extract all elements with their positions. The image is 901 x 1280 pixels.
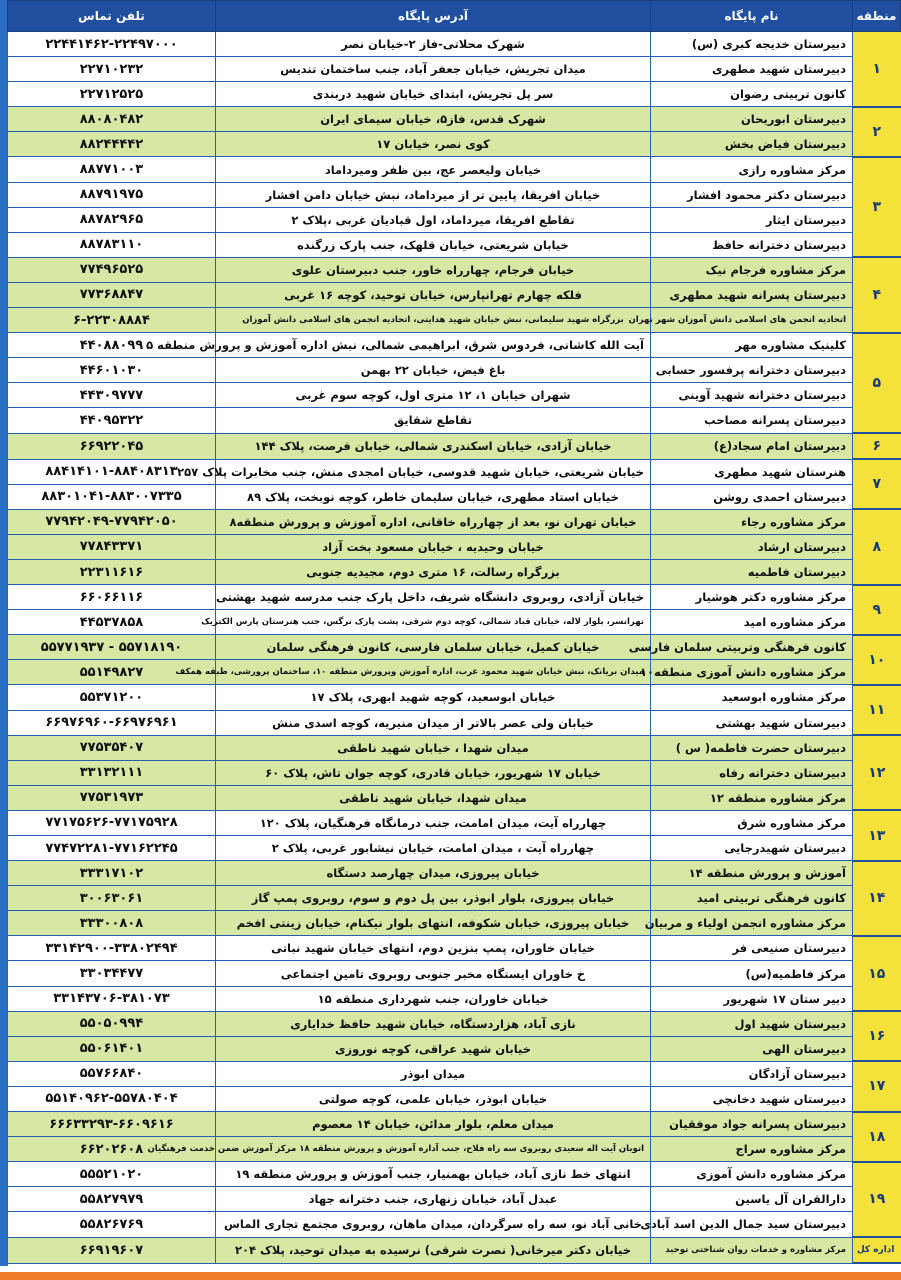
name-cell: دبیرستان فیاض بخش bbox=[651, 132, 853, 157]
table-row bbox=[8, 534, 901, 559]
table-row bbox=[8, 32, 901, 57]
phone-cell: ۶-۲۲۳۰۸۸۸۴ bbox=[8, 308, 216, 333]
table-row bbox=[8, 660, 901, 685]
address-cell: خیابان آزادی، خیابان اسکندری شمالی، خیابان فرصت، پلاک ۱۴۴ bbox=[216, 433, 651, 459]
phone-cell: ۷۷۸۴۳۳۷۱ bbox=[8, 534, 216, 559]
region-cell: ۴ bbox=[853, 257, 901, 332]
table-row bbox=[8, 1112, 901, 1137]
address-cell: فلکه چهارم تهرانپارس، خیابان توحید، کوچه ۱۶ غربی bbox=[216, 282, 651, 307]
address-cell: خیابان شهید عراقی، کوچه نوروزی bbox=[216, 1036, 651, 1061]
table-row bbox=[8, 635, 901, 660]
region-cell: ۵ bbox=[853, 333, 901, 433]
name-cell: دبیرستان حضرت فاطمه( س ) bbox=[651, 735, 853, 760]
region-cell: ۲ bbox=[853, 107, 901, 157]
name-cell: دبیرستان دخترانه حافظ bbox=[651, 232, 853, 257]
table-row bbox=[8, 157, 901, 182]
address-cell: میدان تجریش، خیابان جعفر آباد، جنب ساختمان تندیس bbox=[216, 57, 651, 82]
phone-cell: ۸۸۷۸۳۱۱۰ bbox=[8, 232, 216, 257]
name-cell: مرکز مشاوره فرجام نیک bbox=[651, 257, 853, 282]
table-row bbox=[8, 132, 901, 157]
phone-cell: ۷۷۴۹۶۵۲۵ bbox=[8, 257, 216, 282]
address-cell: بزرگراه رسالت، ۱۶ متری دوم، مجیدیه جنوبی bbox=[216, 559, 651, 584]
address-cell: خیابان فرجام، چهارراه خاور، جنب دبیرستان علوی bbox=[216, 257, 651, 282]
region-cell: ۶ bbox=[853, 433, 901, 459]
address-cell: خیابان ابوذر، خیابان علمی، کوچه صولتی bbox=[216, 1086, 651, 1111]
phone-cell: ۷۷۴۷۲۲۸۱-۷۷۱۶۲۲۴۵ bbox=[8, 836, 216, 861]
address-cell: میدان بریانک، نبش خیابان شهید محمود عرب، اداره آموزش وپرورش منطقه ۱۰، ساختمان پرورشی، طبقه همکف bbox=[216, 660, 651, 685]
name-cell: مرکز مشاوره شرق bbox=[651, 810, 853, 835]
phone-cell: ۵۵۰۶۱۴۰۱ bbox=[8, 1036, 216, 1061]
name-cell: دبیرستان شهیدرجایی bbox=[651, 836, 853, 861]
region-cell: ۷ bbox=[853, 459, 901, 509]
phone-cell: ۲۲۷۱۰۲۳۲ bbox=[8, 57, 216, 82]
address-cell: خیابان افریقا، پایین تر از میرداماد، نبش خیابان دامن افشار bbox=[216, 182, 651, 207]
table-row bbox=[8, 1237, 901, 1263]
name-cell: دبیرستان دخترانه پرفسور حسابی bbox=[651, 358, 853, 383]
table-row bbox=[8, 358, 901, 383]
table-row bbox=[8, 408, 901, 433]
region-cell: ۱۰ bbox=[853, 635, 901, 685]
table-row bbox=[8, 509, 901, 534]
table-row bbox=[8, 383, 901, 408]
phone-cell: ۸۸۰۸۰۴۸۲ bbox=[8, 107, 216, 132]
address-cell: چهارراه آیت ، میدان امامت، خیابان نیشابور غربی، پلاک ۲ bbox=[216, 836, 651, 861]
orange-band bbox=[0, 1272, 901, 1280]
address-cell: خیابان خاوران، پمپ بنزین دوم، انتهای خیابان شهید نباتی bbox=[216, 936, 651, 961]
table-row bbox=[8, 986, 901, 1011]
table-row bbox=[8, 685, 901, 710]
phone-cell: ۳۳۰۳۴۴۷۷ bbox=[8, 961, 216, 986]
address-cell: خیابان پیروزی، میدان چهارصد دستگاه bbox=[216, 861, 651, 886]
table-row bbox=[8, 57, 901, 82]
table-row bbox=[8, 610, 901, 635]
table-row bbox=[8, 1162, 901, 1187]
table-row bbox=[8, 459, 901, 484]
phone-cell: ۷۷۹۴۲۰۴۹-۷۷۹۴۲۰۵۰ bbox=[8, 509, 216, 534]
phone-cell: ۵۵۸۲۷۹۷۹ bbox=[8, 1187, 216, 1212]
name-cell: مرکز مشاوره انجمن اولیاء و مربیان bbox=[651, 911, 853, 936]
table-row bbox=[8, 1061, 901, 1086]
name-cell: مرکز مشاوره ابوسعید bbox=[651, 685, 853, 710]
name-cell: دبیرستان دخترانه شهید آوینی bbox=[651, 383, 853, 408]
address-cell: شهرک محلاتی-فاز ۲-خیابان نصر bbox=[216, 32, 651, 57]
table-row bbox=[8, 207, 901, 232]
address-cell: تقاطع افریقا، میرداماد، اول قبادیان غربی ،پلاک ۲ bbox=[216, 207, 651, 232]
address-cell: میدان شهدا، خیابان شهید ناطقی bbox=[216, 785, 651, 810]
name-cell: مرکز مشاوره دکتر هوشیار bbox=[651, 585, 853, 610]
address-cell: شهران خیابان ۱، ۱۲ متری اول، کوچه سوم غربی bbox=[216, 383, 651, 408]
phone-cell: ۳۳۱۴۳۷۰۶-۳۸۱۰۷۳ bbox=[8, 986, 216, 1011]
table-row bbox=[8, 107, 901, 132]
address-cell: خیابان شریعتی، خیابان شهید قدوسی، خیابان امجدی منش، جنب مخابرات پلاک ۲۵۷ bbox=[216, 459, 651, 484]
table-row bbox=[8, 911, 901, 936]
table-row bbox=[8, 82, 901, 107]
table-row bbox=[8, 433, 901, 459]
name-cell: مرکز مشاوره رازی bbox=[651, 157, 853, 182]
address-cell: بزرگراه شهید سلیمانی، نبش خیابان شهید هدایتی، اتحادیه انجمن های اسلامی دانش آموزان bbox=[216, 308, 651, 333]
name-cell: دبیرستان دکتر محمود افشار bbox=[651, 182, 853, 207]
region-cell: ۱۲ bbox=[853, 735, 901, 810]
table-row bbox=[8, 585, 901, 610]
table-row bbox=[8, 182, 901, 207]
table-row bbox=[8, 760, 901, 785]
table-row bbox=[8, 836, 901, 861]
name-cell: دبیرستان شهید مطهری bbox=[651, 57, 853, 82]
phone-cell: ۷۷۵۳۵۴۰۷ bbox=[8, 735, 216, 760]
name-cell: دبیرستان پسرانه جواد موفقیان bbox=[651, 1112, 853, 1137]
table-row bbox=[8, 1011, 901, 1036]
region-cell: ۸ bbox=[853, 509, 901, 584]
phone-cell: ۳۳۳۰۰۸۰۸ bbox=[8, 911, 216, 936]
name-cell: دبیرستان امام سجاد(ع) bbox=[651, 433, 853, 459]
address-cell: تقاطع شقایق bbox=[216, 408, 651, 433]
phone-cell: ۸۸۳۰۱۰۴۱-۸۸۳۰۰۷۳۳۵ bbox=[8, 484, 216, 509]
phone-cell: ۷۷۵۳۱۹۷۳ bbox=[8, 785, 216, 810]
phone-cell: ۵۵۷۷۱۹۳۷ - ۵۵۷۱۸۱۹۰ bbox=[8, 635, 216, 660]
table-row bbox=[8, 735, 901, 760]
header-address: آدرس پایگاه bbox=[216, 1, 651, 32]
name-cell: دبیرستان پسرانه مصاحب bbox=[651, 408, 853, 433]
name-cell: دبیرستان خدیجه کبری (س) bbox=[651, 32, 853, 57]
name-cell: دبیرستان ارشاد bbox=[651, 534, 853, 559]
header-region: منطقه bbox=[853, 1, 901, 32]
name-cell: آموزش و پرورش منطقه ۱۴ bbox=[651, 861, 853, 886]
phone-cell: ۵۵۱۴۹۸۲۷ bbox=[8, 660, 216, 685]
address-cell: خیابان ولی عصر بالاتر از میدان منیریه، کوچه اسدی منش bbox=[216, 710, 651, 735]
table-row bbox=[8, 484, 901, 509]
name-cell: کلینیک مشاوره مهر bbox=[651, 333, 853, 358]
phone-cell: ۶۶۹۷۶۹۶۰-۶۶۹۷۶۹۶۱ bbox=[8, 710, 216, 735]
address-cell: تهرانسر، بلوار لاله، خیابان قباد شمالی، کوچه دوم شرقی، پشت پارک نرگس، جنب هنرستان پارس الکتریک bbox=[216, 610, 651, 635]
schools-table bbox=[7, 0, 901, 1264]
table-row bbox=[8, 1036, 901, 1061]
phone-cell: ۶۶۹۲۲۰۴۵ bbox=[8, 433, 216, 459]
table-row bbox=[8, 1187, 901, 1212]
phone-cell: ۳۰۰۶۳۰۶۱ bbox=[8, 886, 216, 911]
phone-cell: ۶۶۲۰۲۶۰۸ bbox=[8, 1137, 216, 1162]
name-cell: دارالقران آل یاسین bbox=[651, 1187, 853, 1212]
address-cell: کوی نصر، خیابان ۱۷ bbox=[216, 132, 651, 157]
address-cell: خیابان دکتر میرخانی( نصرت شرقی) نرسیده به میدان توحید، پلاک ۲۰۴ bbox=[216, 1237, 651, 1263]
name-cell: مرکز مشاوره دانش آموزی منطقه۱۰ bbox=[651, 660, 853, 685]
address-cell: خیابان ابوسعید، کوچه شهید ابهری، پلاک ۱۷ bbox=[216, 685, 651, 710]
phone-cell: ۸۸۷۹۱۹۷۵ bbox=[8, 182, 216, 207]
name-cell: دبیرستان آزادگان bbox=[651, 1061, 853, 1086]
name-cell: دبیرستان شهید اول bbox=[651, 1011, 853, 1036]
name-cell: دبیرستان پسرانه شهید مطهری bbox=[651, 282, 853, 307]
name-cell: کانون فرهنگی وتربیتی سلمان فارسی bbox=[651, 635, 853, 660]
phone-cell: ۲۲۳۱۱۶۱۶ bbox=[8, 559, 216, 584]
phone-cell: ۴۴۰۹۵۳۲۲ bbox=[8, 408, 216, 433]
header-row bbox=[8, 1, 901, 32]
phone-cell: ۴۴۵۳۷۸۵۸ bbox=[8, 610, 216, 635]
name-cell: کانون تربیتی رضوان bbox=[651, 82, 853, 107]
address-cell: خیابان ۱۷ شهریور، خیابان قادری، کوچه جوان تاش، پلاک ۶۰ bbox=[216, 760, 651, 785]
name-cell: مرکز مشاوره منطقه ۱۲ bbox=[651, 785, 853, 810]
table-row bbox=[8, 282, 901, 307]
table-row bbox=[8, 1137, 901, 1162]
address-cell: خیابان وحیدیه ، خیابان مسعود بخت آزاد bbox=[216, 534, 651, 559]
name-cell: مرکز مشاوره و خدمات روان شناختی توحید bbox=[651, 1237, 853, 1263]
name-cell: مرکز مشاوره سراج bbox=[651, 1137, 853, 1162]
region-cell: ۱۹ bbox=[853, 1162, 901, 1237]
phone-cell: ۸۸۴۱۴۱۰۱-۸۸۴۰۸۳۱۳ bbox=[8, 459, 216, 484]
table-row bbox=[8, 232, 901, 257]
address-cell: میدان معلم، بلوار مدائن، خیابان ۱۴ معصوم bbox=[216, 1112, 651, 1137]
phone-cell: ۶۶۰۶۶۱۱۶ bbox=[8, 585, 216, 610]
address-cell: خ خاوران ایستگاه مخبر جنوبی روبروی تامین اجتماعی bbox=[216, 961, 651, 986]
phone-cell: ۴۴۳۰۹۷۷۷ bbox=[8, 383, 216, 408]
phone-cell: ۶۶۹۱۹۶۰۷ bbox=[8, 1237, 216, 1263]
address-cell: خیابان کمیل، خیابان سلمان فارسی، کانون فرهنگی سلمان bbox=[216, 635, 651, 660]
region-cell: ۱ bbox=[853, 32, 901, 107]
phone-cell: ۸۸۷۷۱۰۰۳ bbox=[8, 157, 216, 182]
address-cell: سر پل تجریش، ابتدای خیابان شهید دربندی bbox=[216, 82, 651, 107]
phone-cell: ۵۵۷۶۶۸۴۰ bbox=[8, 1061, 216, 1086]
address-cell: خیابان شریعتی، خیابان قلهک، جنب پارک زرگنده bbox=[216, 232, 651, 257]
address-cell: خیابان پیروزی، خیابان شکوفه، انتهای بلوار نیکنام، خیابان زینتی افخم bbox=[216, 911, 651, 936]
table-row bbox=[8, 861, 901, 886]
address-cell: باغ فیض، خیابان ۲۲ بهمن bbox=[216, 358, 651, 383]
name-cell: مرکز فاطمیه(س) bbox=[651, 961, 853, 986]
name-cell: دبیرستان ابوریحان bbox=[651, 107, 853, 132]
region-cell: اداره کل bbox=[853, 1237, 901, 1263]
name-cell: مرکز مشاوره دانش آموزی bbox=[651, 1162, 853, 1187]
phone-cell: ۴۴۶۰۱۰۳۰ bbox=[8, 358, 216, 383]
phone-cell: ۳۳۳۱۷۱۰۲ bbox=[8, 861, 216, 886]
address-cell: خیابان استاد مطهری، خیابان سلیمان خاطر، کوچه نوبخت، پلاک ۸۹ bbox=[216, 484, 651, 509]
address-cell: اتوبان آیت اله سعیدی روبروی سه راه فلاح، جنب آداره آموزش و پرورش منطقه ۱۸ مرکز آموزش ضمن خدمت فرهنگیان bbox=[216, 1137, 651, 1162]
name-cell: دبیرستان صنیعی فر bbox=[651, 936, 853, 961]
phone-cell: ۷۷۱۷۵۶۲۶-۷۷۱۷۵۹۲۸ bbox=[8, 810, 216, 835]
name-cell: دبیرستان دخترانه رفاه bbox=[651, 760, 853, 785]
table-row bbox=[8, 710, 901, 735]
address-cell: خیابان آزادی، روبروی دانشگاه شریف، داخل پارک جنب مدرسه شهید بهشتی bbox=[216, 585, 651, 610]
address-cell: میدان شهدا ، خیابان شهید ناطقی bbox=[216, 735, 651, 760]
address-cell: عبدل آباد، خیابان زنهاری، جنب دخترانه جهاد bbox=[216, 1187, 651, 1212]
phone-cell: ۷۷۳۶۸۸۴۷ bbox=[8, 282, 216, 307]
table-row bbox=[8, 1086, 901, 1111]
name-cell: هنرستان شهید مطهری bbox=[651, 459, 853, 484]
address-cell: نازی آباد، هزاردستگاه، خیابان شهید حافظ خدایاری bbox=[216, 1011, 651, 1036]
name-cell: مرکز مشاوره رجاء bbox=[651, 509, 853, 534]
address-cell: آیت الله کاشانی، فردوس شرق، ابراهیمی شمالی، نبش اداره آموزش و پرورش منطقه ۵ bbox=[216, 333, 651, 358]
address-cell: خیابان خاوران، جنب شهرداری منطقه ۱۵ bbox=[216, 986, 651, 1011]
name-cell: دبیر ستان ۱۷ شهریور bbox=[651, 986, 853, 1011]
name-cell: مرکز مشاوره امید bbox=[651, 610, 853, 635]
table-row bbox=[8, 936, 901, 961]
region-cell: ۳ bbox=[853, 157, 901, 257]
phone-cell: ۴۴۰۸۸۰۹۹ bbox=[8, 333, 216, 358]
table-body bbox=[8, 32, 901, 1264]
address-cell: میدان ابوذر bbox=[216, 1061, 651, 1086]
region-cell: ۱۱ bbox=[853, 685, 901, 735]
table-frame bbox=[8, 0, 901, 1266]
phone-cell: ۳۳۱۴۲۹۰۰-۳۳۸۰۲۴۹۴ bbox=[8, 936, 216, 961]
region-cell: ۱۴ bbox=[853, 861, 901, 936]
name-cell: دبیرستان احمدی روشن bbox=[651, 484, 853, 509]
address-cell: چهارراه آیت، میدان امامت، جنب درمانگاه فرهنگیان، پلاک ۱۲۰ bbox=[216, 810, 651, 835]
table-row bbox=[8, 1212, 901, 1237]
region-cell: ۱۷ bbox=[853, 1061, 901, 1111]
table-row bbox=[8, 333, 901, 358]
table-row bbox=[8, 785, 901, 810]
header-phone: تلفن تماس bbox=[8, 1, 216, 32]
header-name: نام پایگاه bbox=[651, 1, 853, 32]
address-cell: خانی آباد نو، سه راه سرگردان، میدان ماهان، روبروی مجتمع تجاری الماس bbox=[216, 1212, 651, 1237]
phone-cell: ۲۲۷۱۲۵۲۵ bbox=[8, 82, 216, 107]
region-cell: ۱۳ bbox=[853, 810, 901, 860]
region-cell: ۱۸ bbox=[853, 1112, 901, 1162]
phone-cell: ۵۵۰۵۰۹۹۴ bbox=[8, 1011, 216, 1036]
table-row bbox=[8, 886, 901, 911]
phone-cell: ۸۸۲۴۴۴۴۲ bbox=[8, 132, 216, 157]
name-cell: اتحادیه انجمن های اسلامی دانش آموزان شهر تهران bbox=[651, 308, 853, 333]
table-row bbox=[8, 961, 901, 986]
phone-cell: ۳۳۱۳۲۱۱۱ bbox=[8, 760, 216, 785]
address-cell: خیابان ولیعصر عج، بین ظفر ومیرداماد bbox=[216, 157, 651, 182]
table-row bbox=[8, 559, 901, 584]
phone-cell: ۶۶۶۳۳۲۹۳-۶۶۰۹۶۱۶ bbox=[8, 1112, 216, 1137]
phone-cell: ۵۵۱۴۰۹۶۲-۵۵۷۸۰۴۰۴ bbox=[8, 1086, 216, 1111]
phone-cell: ۲۲۴۴۱۴۶۲-۲۲۴۹۷۰۰۰ bbox=[8, 32, 216, 57]
phone-cell: ۵۵۸۲۶۷۶۹ bbox=[8, 1212, 216, 1237]
region-cell: ۱۵ bbox=[853, 936, 901, 1011]
phone-cell: ۸۸۷۸۲۹۶۵ bbox=[8, 207, 216, 232]
region-cell: ۹ bbox=[853, 585, 901, 635]
table-row bbox=[8, 257, 901, 282]
name-cell: دبیرستان شهید دخانچی bbox=[651, 1086, 853, 1111]
phone-cell: ۵۵۵۲۱۰۲۰ bbox=[8, 1162, 216, 1187]
address-cell: خیابان پیروزی، بلوار ابوذر، بین پل دوم و سوم، روبروی پمپ گاز bbox=[216, 886, 651, 911]
address-cell: شهرک قدس، فاز۵، خیابان سیمای ایران bbox=[216, 107, 651, 132]
name-cell: دبیرستان الهی bbox=[651, 1036, 853, 1061]
address-cell: انتهای خط نازی آباد، خیابان بهمنیار، جنب آموزش و پرورش منطقه ۱۹ bbox=[216, 1162, 651, 1187]
name-cell: کانون فرهنگی تربیتی امید bbox=[651, 886, 853, 911]
name-cell: دبیرستان ایثار bbox=[651, 207, 853, 232]
address-cell: خیابان تهران نو، بعد از چهارراه خاقانی، اداره آموزش و پرورش منطقه۸ bbox=[216, 509, 651, 534]
region-cell: ۱۶ bbox=[853, 1011, 901, 1061]
phone-cell: ۵۵۳۷۱۲۰۰ bbox=[8, 685, 216, 710]
table-row bbox=[8, 810, 901, 835]
table-row bbox=[8, 308, 901, 333]
name-cell: دبیرستان شهید بهشتی bbox=[651, 710, 853, 735]
name-cell: دبیرستان سید جمال الدین اسد آبادی bbox=[651, 1212, 853, 1237]
name-cell: دبیرستان فاطمیه bbox=[651, 559, 853, 584]
